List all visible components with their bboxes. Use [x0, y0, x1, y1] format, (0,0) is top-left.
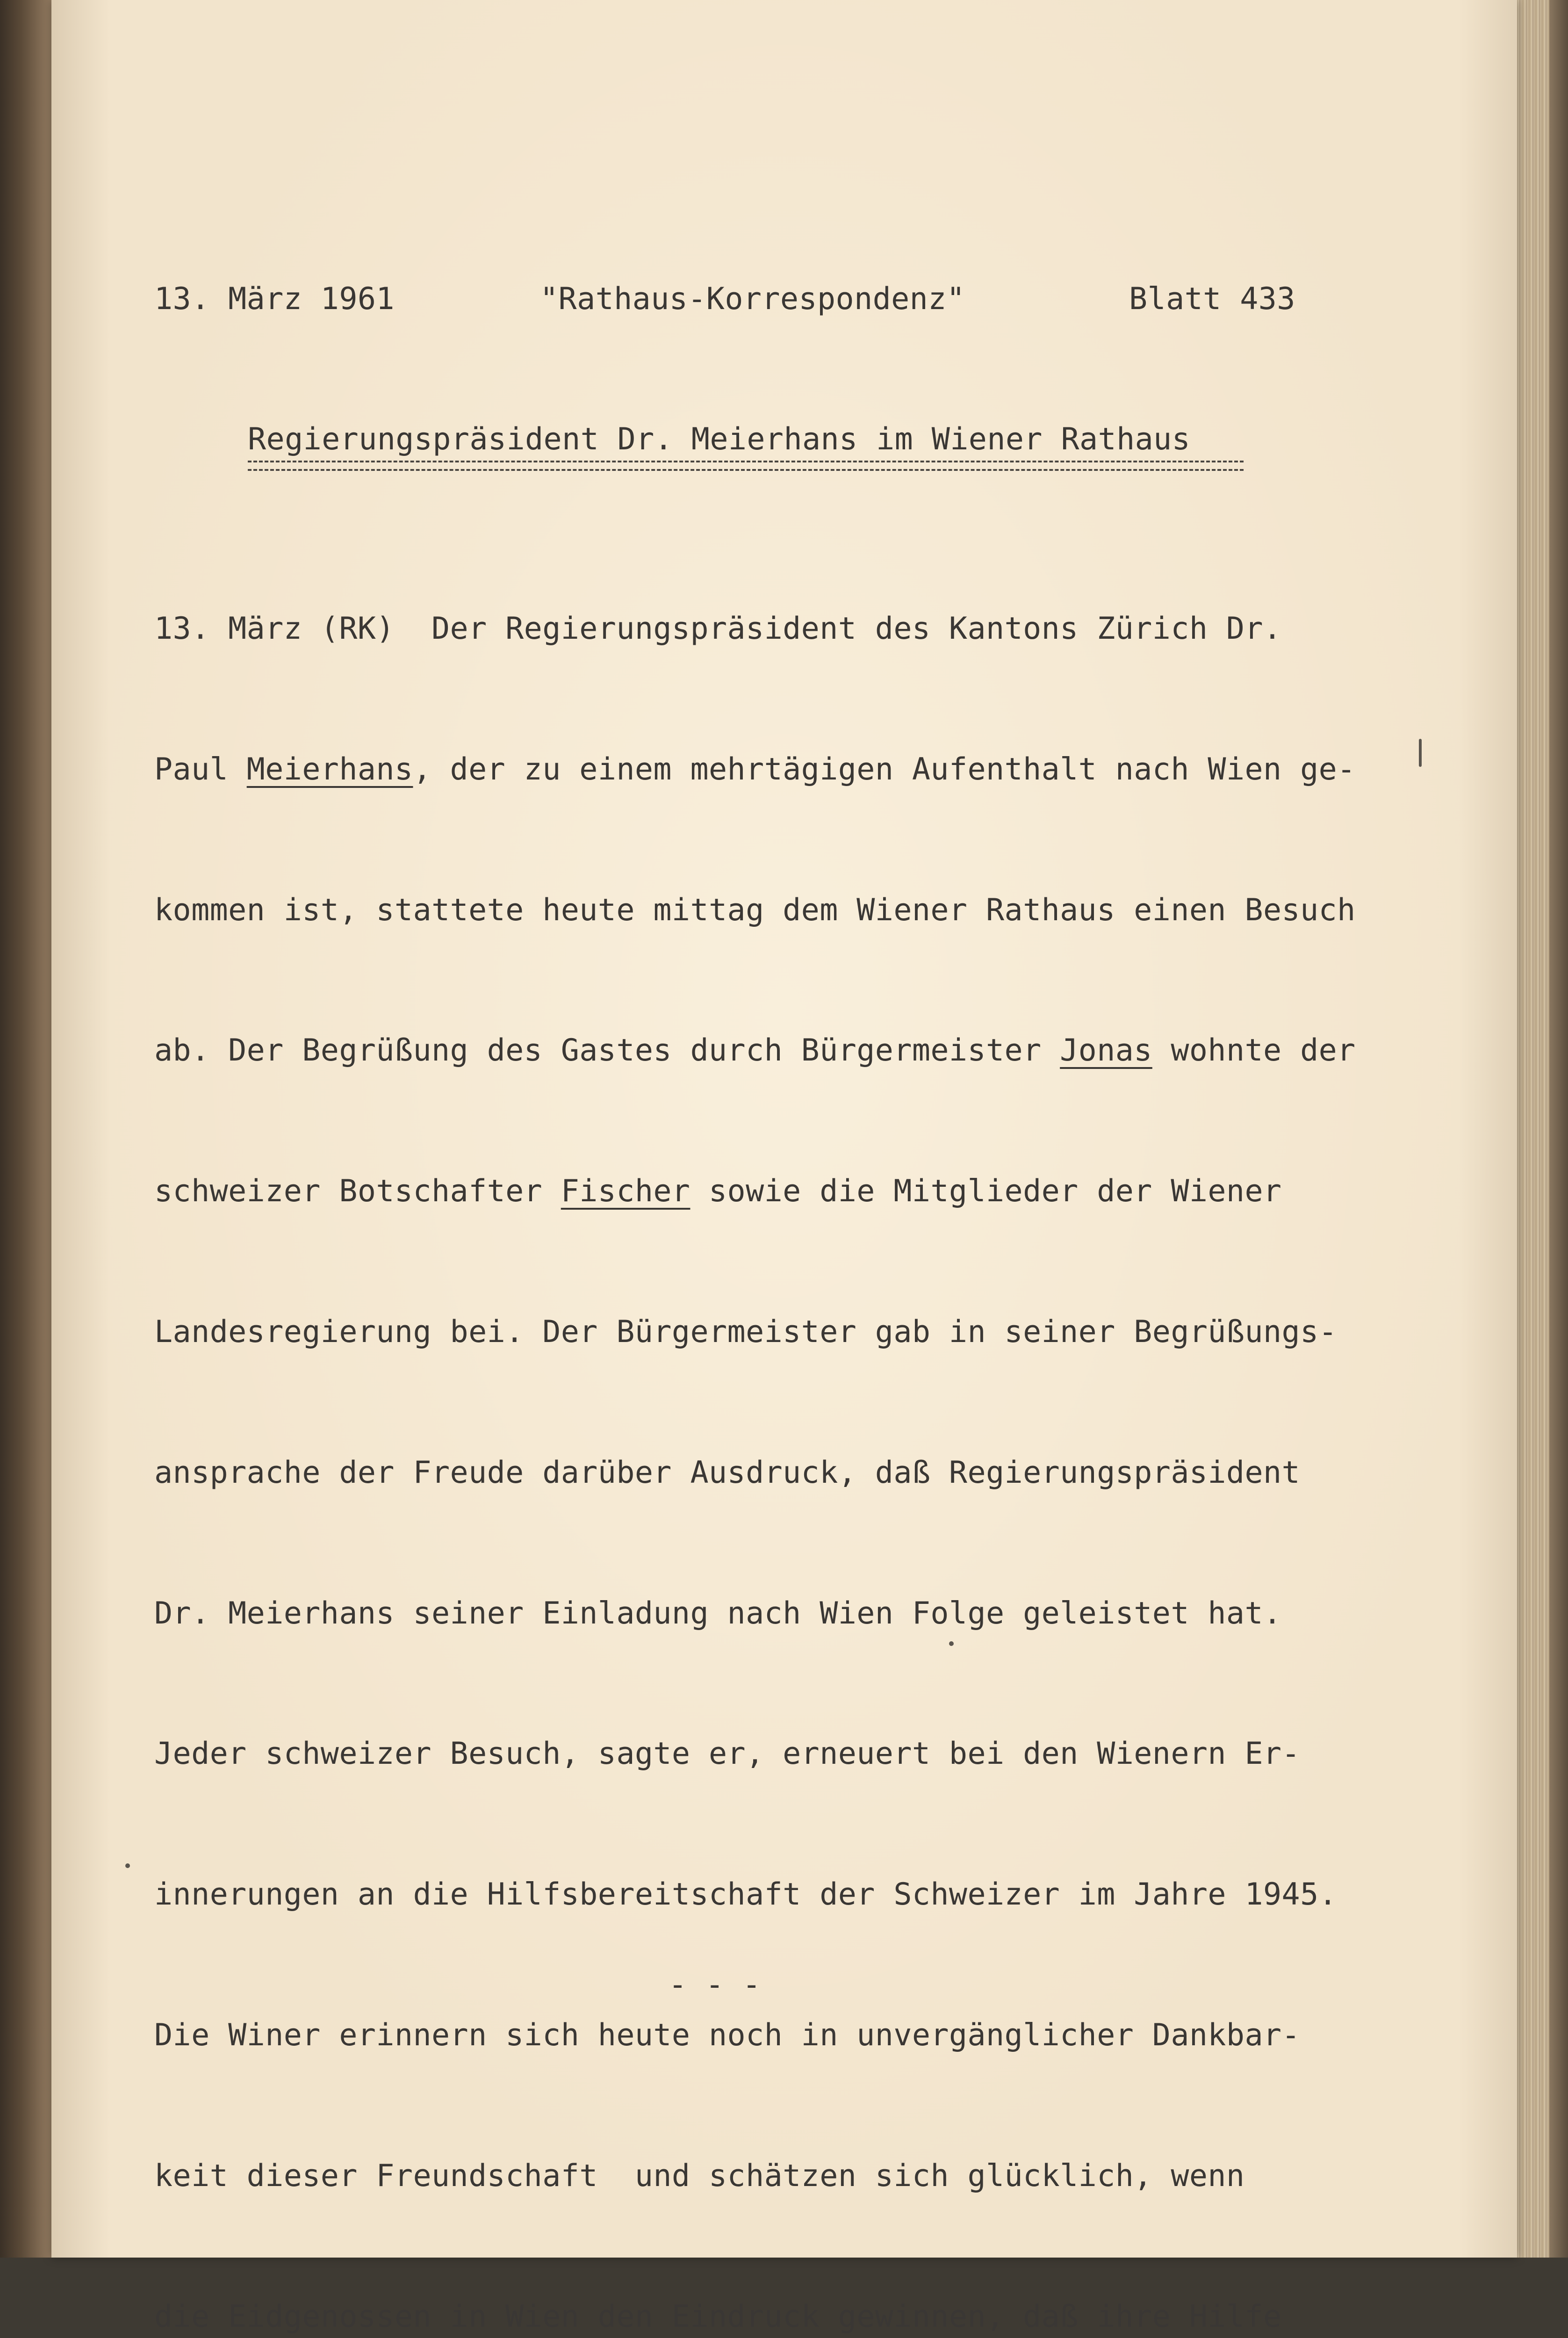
title-double-rule [248, 461, 1244, 471]
text-segment: sowie die Mitglieder der Wiener [690, 1174, 1282, 1209]
text-line [154, 746, 1454, 794]
text-line: innerungen an die Hilfsbereitschaft der Schweizer im Jahre 1945. [154, 1877, 1338, 1912]
text-line: die Eidgenossen in Wien den Eindruck gewinnen, daß ihre Hilfe [154, 2299, 1282, 2334]
text-segment: Paul [154, 751, 247, 787]
text-line: Dr. Meierhans seiner Einladung nach Wien Folge geleistet hat. [154, 1595, 1282, 1631]
text-line: ansprache der Freude darüber Ausdruck, daß Regierungspräsident [154, 1455, 1301, 1490]
text-line: Jeder schweizer Besuch, sagte er, erneuert bei den Wienern Er- [154, 1736, 1301, 1772]
underlined-name: Meierhans [246, 751, 413, 787]
end-mark: - - - [669, 1967, 761, 2002]
header-date: 13. März 1961 [154, 281, 395, 317]
header-source: "Rathaus-Korrespondenz" [540, 281, 965, 317]
page-header [154, 276, 1346, 323]
text-line: Landesregierung bei. Der Bürgermeister gab in seiner Begrüßungs- [154, 1314, 1338, 1349]
text-line [154, 1168, 1454, 1215]
page-stack-shadow [1549, 0, 1568, 2258]
article-body [154, 512, 1454, 2338]
underlined-name: Fischer [561, 1174, 690, 1209]
paper-speck [125, 1863, 130, 1868]
text-line: kommen ist, stattete heute mittag dem Wiener Rathaus einen Besuch [154, 892, 1356, 928]
underlined-name: Jonas [1060, 1033, 1152, 1068]
text-line: keit dieser Freundschaft und schätzen sich glücklich, wenn [154, 2158, 1245, 2194]
text-segment: schweizer Botschafter [154, 1174, 561, 1209]
text-line [154, 1027, 1454, 1075]
text-segment: ab. Der Begrüßung des Gastes durch Bürgermeister [154, 1033, 1060, 1068]
paper-mark [1419, 739, 1422, 767]
paper-speck [949, 1641, 954, 1646]
text-line: Die Winer erinnern sich heute noch in unvergänglicher Dankbar- [154, 2017, 1301, 2053]
text-line: 13. März (RK) Der Regierungspräsident des Kantons Zürich Dr. [154, 611, 1282, 646]
text-segment: , der zu einem mehrtägigen Aufenthalt nach Wien ge- [413, 751, 1356, 787]
article-title: Regierungspräsident Dr. Meierhans im Wiener Rathaus [248, 422, 1191, 457]
text-segment: wohnte der [1152, 1033, 1356, 1068]
header-page-number: Blatt 433 [1129, 281, 1295, 317]
